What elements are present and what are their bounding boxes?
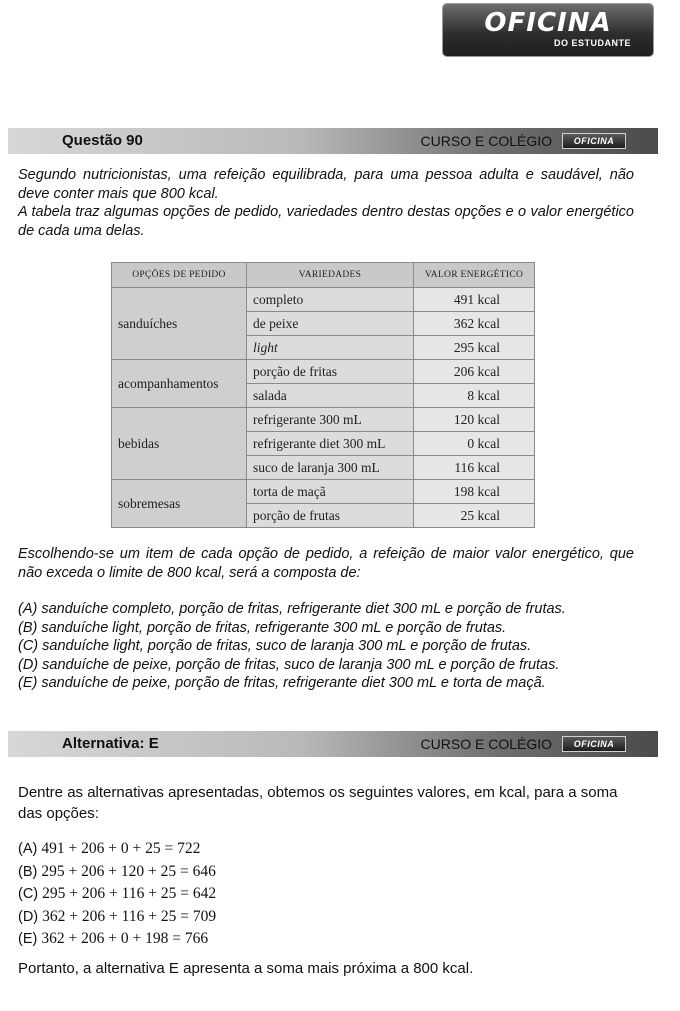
course-label: CURSO E COLÉGIO bbox=[420, 133, 552, 149]
question-number: Questão 90 bbox=[62, 132, 143, 149]
table-row bbox=[112, 360, 535, 384]
sum-label: (C) bbox=[18, 886, 39, 902]
question-header-bar bbox=[8, 128, 658, 154]
solution-sums bbox=[18, 838, 634, 951]
option-e: (E) sanduíche de peixe, porção de fritas, refrigerante diet 300 mL e torta de maçã. bbox=[18, 675, 546, 691]
sum-label: (D) bbox=[18, 908, 39, 925]
sum-expression: 295 + 206 + 120 + 25 = 646 bbox=[41, 862, 216, 880]
options-list bbox=[18, 600, 634, 693]
variety-cell: suco de laranja 300 mL bbox=[247, 456, 414, 480]
variety-cell: porção de frutas bbox=[247, 504, 414, 528]
sum-label: (B) bbox=[18, 863, 38, 880]
header-options: OPÇÕES DE PEDIDO bbox=[112, 263, 247, 288]
variety-cell: torta de maçã bbox=[247, 480, 414, 504]
sum-label: (A) bbox=[18, 841, 38, 857]
table-row bbox=[112, 408, 535, 432]
value-cell: 362 kcal bbox=[414, 312, 535, 336]
answer-label: Alternativa: E bbox=[62, 735, 159, 752]
variety-cell: completo bbox=[247, 288, 414, 312]
category-cell: bebidas bbox=[112, 408, 247, 480]
table-row bbox=[112, 288, 535, 312]
table-row bbox=[112, 480, 535, 504]
table-header-row bbox=[112, 263, 535, 288]
variety-cell: light bbox=[247, 336, 414, 360]
option-b: (B) sanduíche light, porção de fritas, refrigerante 300 mL e porção de frutas. bbox=[18, 619, 507, 636]
sum-label: (E) bbox=[18, 931, 38, 947]
sum-expression: 362 + 206 + 116 + 25 = 709 bbox=[42, 907, 217, 925]
option-a: (A) sanduíche completo, porção de fritas, refrigerante diet 300 mL e porção de frutas. bbox=[18, 601, 566, 617]
variety-cell: refrigerante 300 mL bbox=[247, 408, 414, 432]
sum-expression: 295 + 206 + 116 + 25 = 642 bbox=[42, 885, 217, 902]
logo-sub-text: DO ESTUDANTE bbox=[553, 38, 631, 48]
oficina-badge: OFICINA bbox=[562, 133, 626, 149]
variety-cell: salada bbox=[247, 384, 414, 408]
value-cell: 206 kcal bbox=[414, 360, 535, 384]
question-text bbox=[18, 166, 634, 240]
header-varieties: VARIEDADES bbox=[247, 263, 414, 288]
category-cell: sanduíches bbox=[112, 288, 247, 360]
value-cell: 8 kcal bbox=[414, 384, 535, 408]
solution-conclusion: Portanto, a alternativa E apresenta a soma mais próxima a 800 kcal. bbox=[18, 960, 474, 977]
value-cell: 116 kcal bbox=[414, 456, 535, 480]
sum-expression: 491 + 206 + 0 + 25 = 722 bbox=[41, 840, 201, 857]
answer-header-bar bbox=[8, 731, 658, 757]
variety-cell: porção de fritas bbox=[247, 360, 414, 384]
sum-row bbox=[18, 906, 634, 929]
oficina-badge: OFICINA bbox=[562, 736, 626, 752]
header-energy: VALOR ENERGÉTICO bbox=[414, 263, 535, 288]
nutrition-table bbox=[111, 262, 535, 528]
sum-row bbox=[18, 928, 634, 951]
category-cell: sobremesas bbox=[112, 480, 247, 528]
option-d: (D) sanduíche de peixe, porção de fritas, suco de laranja 300 mL e porção de frutas. bbox=[18, 656, 560, 673]
sum-row bbox=[18, 883, 634, 906]
value-cell: 25 kcal bbox=[414, 504, 535, 528]
oficina-logo bbox=[443, 4, 653, 56]
value-cell: 491 kcal bbox=[414, 288, 535, 312]
sum-row bbox=[18, 838, 634, 861]
question-prompt: Escolhendo-se um item de cada opção de pedido, a refeição de maior valor energético, que não exceda o limite de 800 kcal, será a composta de: bbox=[18, 546, 634, 581]
logo-main-text: OFICINA bbox=[484, 8, 612, 38]
solution-intro: Dentre as alternativas apresentadas, obtemos os seguintes valores, em kcal, para a soma das opções: bbox=[18, 784, 618, 822]
value-cell: 198 kcal bbox=[414, 480, 535, 504]
question-line-1: Segundo nutricionistas, uma refeição equilibrada, para uma pessoa adulta e saudável, não deve conter mais que 800 kcal. bbox=[18, 167, 634, 202]
question-line-2: A tabela traz algumas opções de pedido, variedades dentro destas opções e o valor energético de cada uma delas. bbox=[18, 204, 634, 239]
course-label: CURSO E COLÉGIO bbox=[420, 736, 552, 752]
variety-cell: de peixe bbox=[247, 312, 414, 336]
value-cell: 295 kcal bbox=[414, 336, 535, 360]
value-cell: 120 kcal bbox=[414, 408, 535, 432]
option-c: (C) sanduíche light, porção de fritas, suco de laranja 300 mL e porção de frutas. bbox=[18, 638, 532, 654]
variety-cell: refrigerante diet 300 mL bbox=[247, 432, 414, 456]
sum-row bbox=[18, 861, 634, 884]
sum-expression: 362 + 206 + 0 + 198 = 766 bbox=[41, 930, 209, 947]
value-cell: 0 kcal bbox=[414, 432, 535, 456]
category-cell: acompanhamentos bbox=[112, 360, 247, 408]
